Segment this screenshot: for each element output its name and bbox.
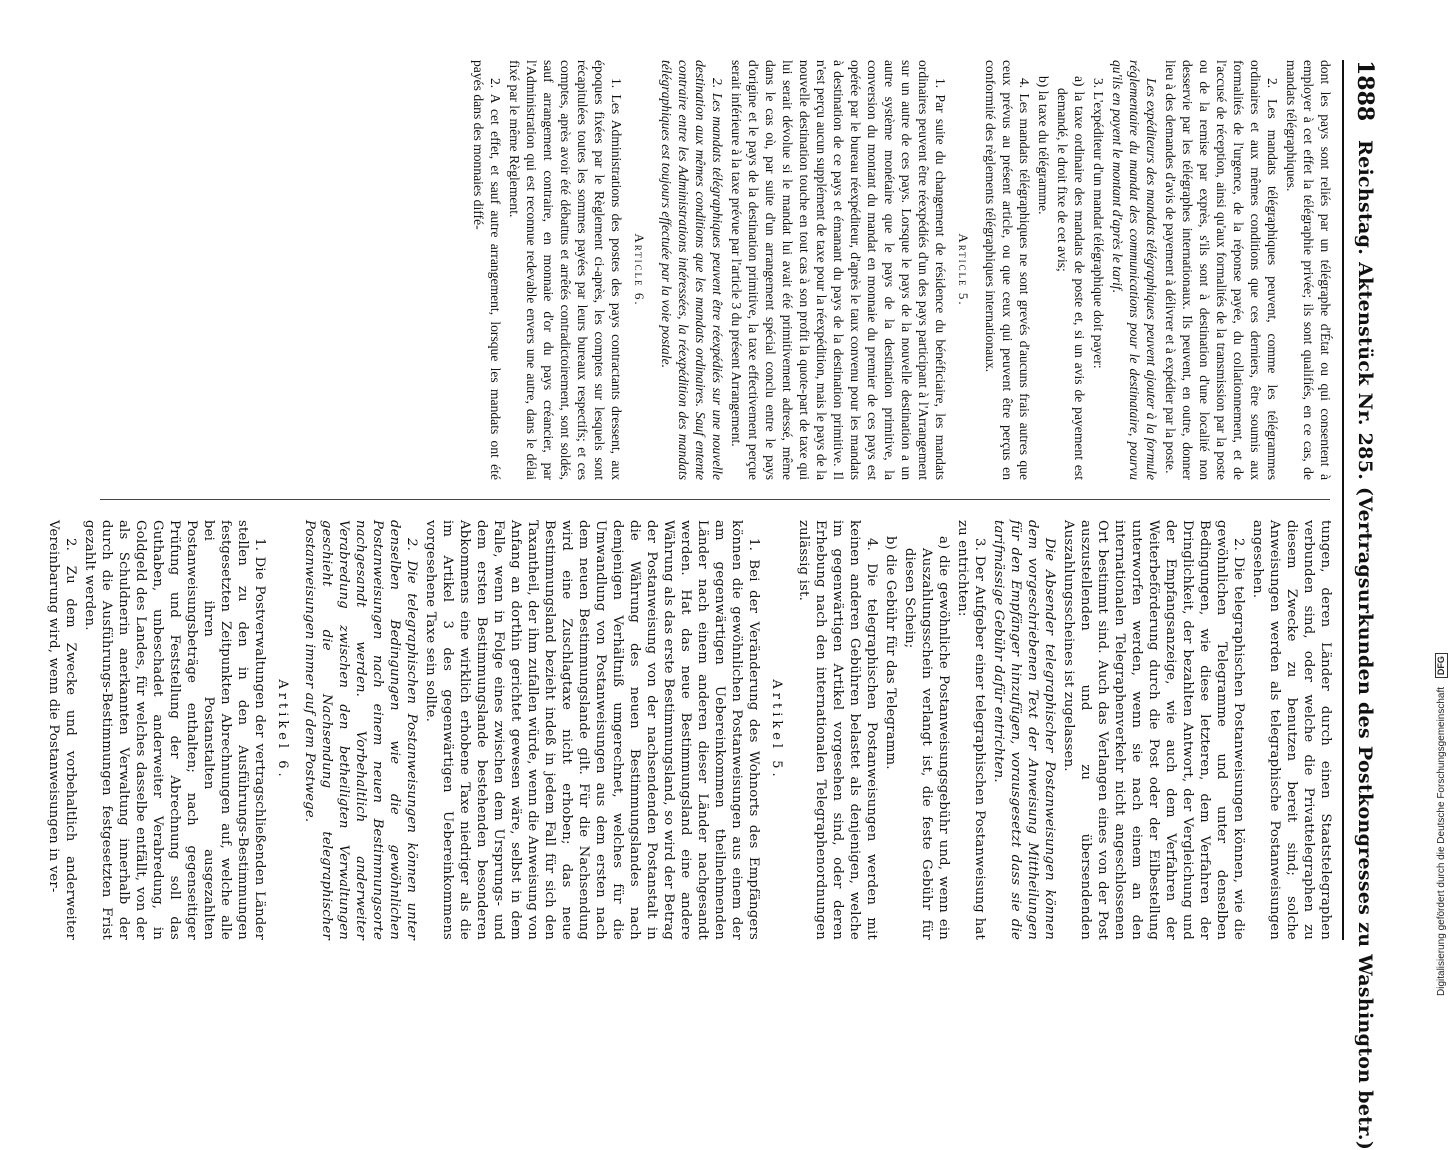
digitization-note (1410, 0, 1447, 1000)
french-paragraph-3b: b) la taxe du télégramme. (1036, 76, 1051, 215)
french-article-6-heading: Article 6. (632, 233, 647, 307)
german-column (46, 520, 1334, 940)
page-header (1342, 60, 1384, 1150)
french-paragraph-3a: a) la taxe ordinaire des mandats de poste et, si un avis de payement est demandé, le droit fixe de cet avis; (1055, 76, 1087, 480)
french-column (94, 60, 1334, 480)
french-article-6-paragraph-2: 2. A cet effet, et sauf autre arrangement, lorsque les mandats ont été payés dans des monnaies diffé- (471, 60, 503, 480)
french-italic-paragraph: Les expéditeurs des mandats télégraphiques peuvent ajouter à la formule réglementaire du mandat des communications pour le destinataire, pourvu qu'ils en payent le montant d'après le tarif. (1110, 60, 1159, 480)
french-article-6-paragraph-1: 1. Les Administrations des postes des pays contractants dressent, aux époques fixées par le Règlement ci-après, les comptes sur lesquels sont récapitulées toutes les sommes payées par leurs bureaux respectifs; et ces comptes, après avoir été débattus et arrêtés contradictoirement, sont soldés, sauf arrangement contraire, en monnaie d'or du pays créancier, par l'Administration qui est reconnue redevable envers une autre, dans le délai fixé par le même Règlement. (507, 60, 624, 480)
page-number: 1888 (1352, 60, 1378, 122)
german-paragraph-3: 3. Der Aufgeber einer telegraphischen Postanweisung hat zu entrichten: (955, 520, 987, 940)
german-article-6-heading: Artikel 6. (275, 679, 290, 781)
running-title: Reichstag. Aktenstück Nr. 285. (Vertragsurkunden des Postkongresses zu Washington betr.) (1354, 140, 1376, 1150)
french-paragraph-3: 3. L'expéditeur d'un mandat télégraphique doit payer: (1091, 78, 1106, 369)
german-intro: tungen, deren Länder durch einen Staatstelegraphen verbunden sind, oder welche die Privattelegraphen zu diesem Zwecke zu benutzen bereit sind; solche Anweisungen werden als telegraphische Postanweisungen angesehen. (1250, 520, 1333, 940)
german-paragraph-2: 2. Die telegraphischen Postanweisungen können, wie die gewöhnlichen Telegramme und unter denselben Bedingungen, wie diese letzteren, dem Verfahren der Dringlichkeit, der bezahlten Antwort, der Vergleichung und der Empfangsanzeige, wie auch dem Verfahren der Weiterbeförderung durch die Post oder der Eilbestellung unterworfen werden, wenn sie nach einem an den internationalen Telegraphenverkehr nicht angeschlossenen Ort bestimmt sind. Auch das Verlangen eines von der Post auszustellenden und zu übersendenden Auszahlungsscheines ist zugelassen. (1061, 520, 1246, 940)
german-paragraph-3b: b) die Gebühr für das Telegramm. (883, 536, 898, 770)
german-article-5-paragraph-2: 2. Die telegraphischen Postanweisungen können unter denselben Bedingungen wie die gewöhnlichen Postanweisungen nach einem neuen Bestimmungsorte nachgesandt werden. Vorbehaltlich anderweiter Verabredung zwischen den betheiligten Verwaltungen geschieht die Nachsendung telegraphischer Postanweisungen immer auf dem Postwege. (302, 520, 419, 940)
french-paragraph-2: 2. Les mandats télégraphiques peuvent, comme les télégrammes ordinaires et aux mêmes conditions que ces derniers, être soumis aux formalités de l'urgence, de la réponse payée, du collationnement, et de l'accusé de réception, ainsi qu'aux formalités de la transmission par la poste ou de la remise par exprès, s'ils sont à destination d'une localité non desservie par les télégraphes internationaux. Ils peuvent, en outre, donner lieu à des demandes d'avis de payement à délivrer et à expédier par la poste. (1163, 60, 1280, 480)
french-article-5-paragraph-2: 2. Les mandats télégraphiques peuvent être réexpédiés sur une nouvelle destination aux mêmes conditions que les mandats ordinaires. Sauf entente contraire entre les Administrations intéressées, la réexpédition des mandats télégraphiques est toujours effectuée par la voie postale. (659, 60, 725, 480)
french-article-5-paragraph-1: 1. Par suite du changement de résidence du bénéficiaire, les mandats ordinaires peuvent être réexpédiés d'un des pays participant à l'Arrangement sur un autre de ces pays. Lorsque le pays de la nouvelle destination a un autre système monétaire que le pays de la destination primitive, la conversion du montant du mandat en monnaie du premier de ces pays est opérée par le bureau réexpéditeur, d'après le taux convenu pour les mandats à destination de ce pays et émanant du pays de la destination primitive. Il n'est perçu aucun supplément de taxe pour la réexpédition, mais le pays de la nouvelle destination touche en tout cas à son profit la quote-part de taxe qui lui serait dévolue si le mandat lui avait été primitivement adressé, même dans le cas où, par suite d'un arrangement spécial conclu entre le pays d'origine et le pays de la destination primitive, la taxe effectivement perçue serait inférieure à la taxe prévue par l'article 3 du présent Arrangement. (729, 60, 948, 480)
digitization-credit: Digitalisierung gefördert durch die Deutsche Forschungsgemeinschaft (1436, 686, 1447, 996)
german-article-5-paragraph-1: 1. Bei der Veränderung des Wohnorts des Empfängers können die gewöhnlichen Postanweisungen aus einem der am gegenwärtigen Uebereinkommen theilnehmenden Länder nach einem anderen dieser Länder nachgesandt werden. Hat das neue Bestimmungsland eine andere Währung als das erste Bestimmungsland, so wird der Betrag der Postanweisung von der nachsendenden Postanstalt in die Währung des neuen Bestimmungslandes nach demjenigen Verhältniß umgerechnet, welches für die Umwandlung von Postanweisungen aus dem ersten nach dem neuen Bestimmungslande gilt. Für die Nachsendung wird eine Zuschlagtaxe nicht erhoben; das neue Bestimmungsland bezieht indeß in jedem Fall für sich den Taxantheil, der ihm zufallen würde, wenn die Anweisung von Anfang an dorthin gerichtet gewesen wäre, selbst in dem Falle, wenn in Folge eines zwischen dem Ursprungs- und dem ersten Bestimmungslande bestehenden besonderen Abkommens eine wirklich erhobene Taxe niedriger als die im Artikel 3 des gegenwärtigen Uebereinkommens vorgesehene Taxe sein sollte. (423, 520, 761, 940)
german-article-6-paragraph-1: 1. Die Postverwaltungen der vertragschließenden Länder stellen zu den in den Ausführungs-Bestimmungen festgesetzten Zeitpunkten Abrechnungen auf, welche alle bei ihren Postanstalten ausgezahlten Postanweisungsbeträge enthalten; nach gegenseitiger Prüfung und Feststellung der Abrechnung soll das Guthaben, unbeschadet anderweiter Verabredung, in Goldgeld des Landes, für welches dasselbe entfällt, von der als Schuldnerin anerkannten Verwaltung innerhalb der durch die Ausführungs-Bestimmungen festgesetzten Frist gezahlt werden. (82, 520, 267, 940)
german-paragraph-4: 4. Die telegraphischen Postanweisungen werden mit keinen anderen Gebühren belastet als denjenigen, welche im gegenwärtigen Artikel vorgesehen sind, oder deren Erhebung nach den internationalen Telegraphenordnungen zulässig ist. (796, 520, 879, 940)
french-paragraph-4: 4. Les mandats télégraphiques ne sont grevés d'aucuns frais autres que ceux prévus au présent article, ou que ceux qui peuvent être perçus en conformité des règlements télégraphiques internationaux. (983, 60, 1032, 480)
dfg-logo: DFG (1435, 653, 1448, 678)
french-article-5-heading: Article 5. (956, 233, 971, 307)
german-italic-paragraph: Die Absender telegraphischer Postanweisungen können dem vorgeschriebenen Text der Anweisung Mittheilungen für den Empfänger hinzufügen, vorausgesetzt dass sie die tarifmässige Gebühr dafür entrichten. (991, 520, 1057, 940)
german-paragraph-3a: a) die gewöhnliche Postanweisungsgebühr und, wenn ein Auszahlungsschein verlangt ist, die feste Gebühr für diesen Schein; (902, 536, 951, 940)
column-divider (100, 499, 1330, 500)
german-article-6-paragraph-2: 2. Zu dem Zwecke und vorbehaltlich anderweiter Vereinbarung wird, wenn die Postanweisungen in ver- (46, 520, 78, 940)
french-intro: dont les pays sont reliés par un télégraphe d'État ou qui consentent à employer à cet effet la télégraphie privée; ils sont qualifiés, en ce cas, de mandats télégraphiques. (1284, 60, 1333, 480)
german-article-5-heading: Artikel 5. (769, 679, 784, 781)
